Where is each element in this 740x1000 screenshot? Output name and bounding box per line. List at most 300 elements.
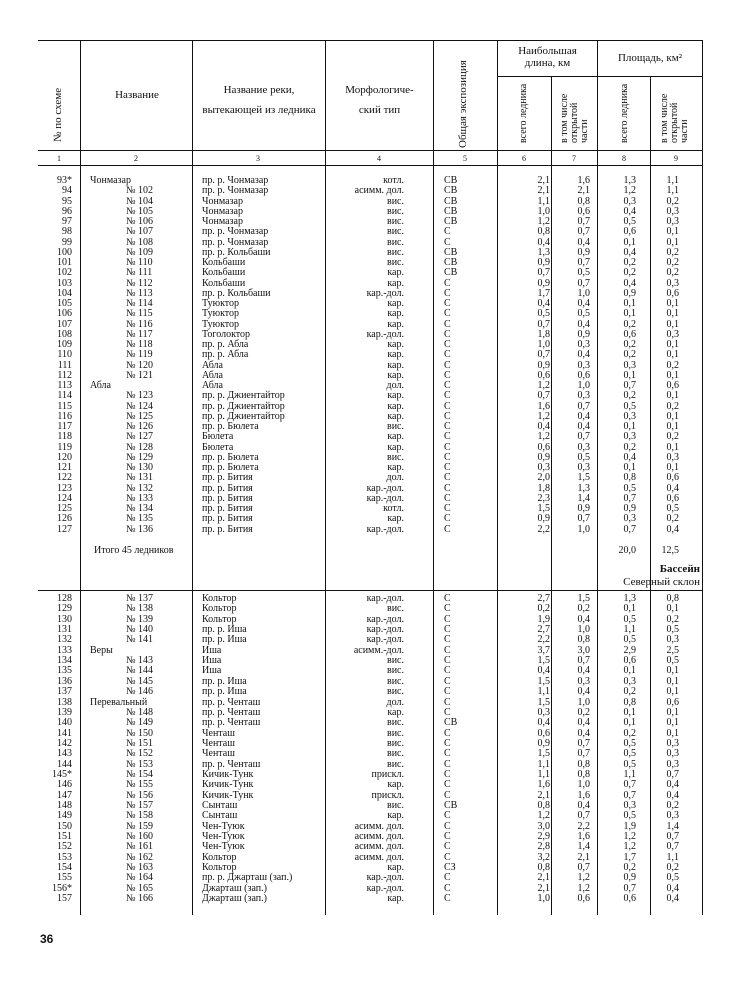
glacier-name: № 155 — [126, 779, 154, 791]
area-total: 0,9 — [623, 872, 636, 884]
length-open: 1,0 — [577, 624, 590, 636]
area-open: 0,1 — [666, 603, 679, 615]
table-row — [0, 604, 740, 614]
morph-type: вис. — [386, 216, 404, 227]
morph-type: вис. — [386, 800, 404, 811]
glacier-name: № 150 — [126, 727, 154, 739]
column-number-rule-top — [38, 150, 702, 151]
river-name: пр. р. Джиентайтор — [202, 390, 285, 402]
scheme-number: 131 — [57, 624, 72, 636]
scheme-number: 134 — [57, 655, 72, 667]
length-open: 2,1 — [577, 851, 590, 863]
glacier-name: № 112 — [126, 277, 153, 289]
exposure: С — [444, 613, 451, 625]
length-open: 1,0 — [577, 380, 590, 391]
header-area-total: всего ледника — [619, 83, 630, 143]
river-name: пр. р. Бития — [202, 492, 253, 504]
scheme-number: 121 — [57, 462, 72, 473]
area-open: 0,3 — [666, 277, 679, 289]
length-open: 1,0 — [577, 779, 590, 791]
scheme-number: 135 — [57, 665, 72, 677]
table-row — [0, 391, 740, 401]
header-name: Название — [115, 89, 159, 101]
length-total: 0,9 — [537, 277, 550, 289]
area-total: 0,7 — [623, 882, 636, 894]
scheme-number: 151 — [57, 831, 72, 843]
glacier-name: Веры — [90, 644, 113, 656]
river-name: Ченташ — [202, 727, 235, 739]
river-name: Абла — [202, 359, 223, 371]
morph-type: кар.-дол. — [366, 287, 404, 299]
length-total: 1,2 — [537, 431, 550, 443]
exposure: С — [444, 380, 451, 391]
morph-type: асимм. дол. — [354, 831, 404, 843]
river-name: пр. р. Ченташ — [202, 717, 261, 729]
river-name: пр. р. Джиентайтор — [202, 410, 285, 422]
morph-type: кар. — [387, 298, 404, 309]
exposure: С — [444, 789, 451, 801]
glacier-name: № 151 — [126, 737, 154, 749]
length-total: 0,8 — [537, 226, 550, 238]
morph-type: кар. — [387, 318, 404, 330]
glacier-name: № 102 — [126, 185, 154, 197]
scheme-number: 133 — [57, 644, 72, 656]
glacier-name: № 132 — [126, 482, 154, 494]
scheme-number: 119 — [57, 441, 72, 453]
total-area: 20,0 — [618, 545, 636, 556]
length-total: 2,1 — [537, 185, 550, 197]
exposure: С — [444, 624, 451, 636]
area-total: 0,1 — [623, 236, 636, 248]
area-total: 1,3 — [623, 175, 636, 186]
area-total: 0,1 — [623, 308, 636, 320]
glacier-name: № 121 — [126, 369, 154, 381]
length-open: 1,6 — [577, 831, 590, 843]
exposure: С — [444, 644, 451, 656]
exposure: С — [444, 349, 451, 361]
exposure: С — [444, 513, 451, 525]
glacier-name: № 108 — [126, 236, 154, 248]
glacier-name: № 148 — [126, 706, 154, 718]
glacier-name: № 127 — [126, 431, 154, 443]
glacier-name: № 165 — [126, 882, 154, 894]
scheme-number: 150 — [57, 820, 72, 832]
area-total: 1,9 — [623, 820, 636, 832]
area-open: 0,4 — [666, 789, 679, 801]
header-river-line-2: вытекающей из ледника — [202, 104, 316, 116]
river-name: пр. р. Джарташ (зап.) — [202, 872, 293, 884]
morph-type: кар. — [387, 349, 404, 361]
length-open: 0,7 — [577, 216, 590, 227]
length-open: 1,0 — [577, 287, 590, 299]
glacier-name: № 152 — [126, 748, 154, 760]
river-name: Кольтор — [202, 593, 237, 604]
glacier-name: № 138 — [126, 603, 154, 615]
scheme-number: 138 — [57, 696, 72, 708]
area-open: 0,1 — [666, 298, 679, 309]
area-total: 0,2 — [623, 349, 636, 361]
glacier-name: № 124 — [126, 400, 154, 412]
length-total: 0,6 — [537, 727, 550, 739]
length-total: 0,5 — [537, 308, 550, 320]
river-name: пр. р. Бития — [202, 503, 253, 514]
exposure: С — [444, 768, 451, 780]
glacier-name: № 153 — [126, 758, 154, 770]
column-number: 6 — [522, 154, 526, 163]
header-length-line-2: длина, км — [524, 57, 571, 69]
morph-type: кар. — [387, 308, 404, 320]
header-area-open-line-3: части — [679, 119, 690, 143]
length-open: 1,5 — [577, 472, 590, 484]
length-open: 0,4 — [577, 236, 590, 248]
length-total: 2,1 — [537, 789, 550, 801]
morph-type: кар.-дол. — [366, 872, 404, 884]
scheme-number: 143 — [57, 748, 72, 760]
river-name: Ченташ — [202, 737, 235, 749]
length-open: 2,2 — [577, 820, 590, 832]
exposure: С — [444, 400, 451, 412]
river-name: пр. р. Ченташ — [202, 696, 261, 708]
glacier-name: № 156 — [126, 789, 154, 801]
scheme-number: 136 — [57, 675, 72, 687]
length-open: 0,9 — [577, 246, 590, 258]
morph-type: вис. — [386, 748, 404, 760]
glacier-name: № 135 — [126, 513, 154, 525]
length-open: 1,0 — [577, 696, 590, 708]
area-total: 0,2 — [623, 441, 636, 453]
area-open: 0,1 — [666, 226, 679, 238]
morph-type: кар. — [387, 893, 404, 905]
exposure: С — [444, 421, 451, 432]
river-name: Туюктор — [202, 318, 240, 330]
morph-type: вис. — [386, 421, 404, 432]
river-name: Бюлета — [202, 431, 234, 443]
area-total: 0,5 — [623, 810, 636, 822]
area-total: 0,6 — [623, 893, 636, 905]
area-total: 0,3 — [623, 513, 636, 525]
morph-type: кар. — [387, 400, 404, 412]
header-area-open-line-1: в том числе — [659, 93, 670, 143]
table-row — [0, 718, 740, 728]
area-total: 0,6 — [623, 226, 636, 238]
area-total: 0,4 — [623, 246, 636, 258]
glacier-name: № 111 — [126, 267, 153, 279]
scheme-number: 93* — [57, 175, 72, 186]
header-length-line-1: Наибольшая — [518, 45, 577, 57]
length-total: 2,1 — [537, 175, 550, 186]
length-total: 0,7 — [537, 267, 550, 279]
morph-type: кар. — [387, 810, 404, 822]
exposure: С — [444, 277, 451, 289]
length-open: 0,3 — [577, 390, 590, 402]
exposure: СВ — [444, 717, 458, 729]
river-name: Кольтор — [202, 613, 237, 625]
river-name: Чонмазар — [202, 195, 243, 207]
exposure: С — [444, 696, 451, 708]
scheme-number: 124 — [57, 492, 72, 504]
table-row — [0, 525, 740, 535]
column-number: 7 — [572, 154, 576, 163]
area-open: 0,4 — [666, 893, 679, 905]
length-total: 1,6 — [537, 779, 550, 791]
length-total: 0,6 — [537, 441, 550, 453]
length-open: 0,8 — [577, 758, 590, 770]
glacier-name: № 133 — [126, 492, 154, 504]
area-total: 0,5 — [623, 748, 636, 760]
exposure: С — [444, 655, 451, 667]
area-total: 0,5 — [623, 737, 636, 749]
area-total: 0,4 — [623, 205, 636, 217]
scheme-number: 95 — [62, 195, 72, 207]
glacier-name: № 137 — [126, 593, 154, 604]
river-name: Сынташ — [202, 800, 238, 811]
glacier-name: № 143 — [126, 655, 154, 667]
length-open: 1,5 — [577, 593, 590, 604]
glacier-name: № 146 — [126, 686, 154, 698]
table-row — [0, 780, 740, 790]
scheme-number: 157 — [57, 893, 72, 905]
length-total: 1,1 — [537, 195, 550, 207]
area-open: 0,2 — [666, 195, 679, 207]
exposure: С — [444, 841, 451, 853]
area-open: 0,1 — [666, 675, 679, 687]
area-total: 0,2 — [623, 257, 636, 268]
area-total: 0,4 — [623, 451, 636, 463]
area-open: 0,7 — [666, 768, 679, 780]
exposure: СВ — [444, 246, 458, 258]
morph-type: кар.-дол. — [366, 328, 404, 340]
exposure: С — [444, 298, 451, 309]
exposure: СВ — [444, 216, 458, 227]
area-open: 0,2 — [666, 400, 679, 412]
length-open: 0,5 — [577, 308, 590, 320]
length-total: 0,3 — [537, 462, 550, 473]
header-river — [194, 80, 324, 120]
glacier-name: № 141 — [126, 634, 154, 646]
morph-type: кар. — [387, 441, 404, 453]
glacier-name: № 159 — [126, 820, 154, 832]
glacier-name: № 163 — [126, 862, 154, 874]
morph-type: вис. — [386, 246, 404, 258]
length-open: 0,2 — [577, 603, 590, 615]
glacier-name: Абла — [90, 380, 111, 391]
area-open: 0,3 — [666, 634, 679, 646]
table-row — [0, 432, 740, 442]
area-total: 0,7 — [623, 779, 636, 791]
total-area-open: 12,5 — [661, 545, 679, 556]
glacier-name: № 131 — [126, 472, 154, 484]
area-open: 0,7 — [666, 831, 679, 843]
area-open: 0,4 — [666, 882, 679, 894]
length-open: 0,5 — [577, 451, 590, 463]
length-total: 0,9 — [537, 359, 550, 371]
morph-type: кар. — [387, 267, 404, 279]
exposure: С — [444, 634, 451, 646]
length-open: 0,7 — [577, 513, 590, 525]
scheme-number: 156* — [52, 882, 72, 894]
area-open: 0,1 — [666, 706, 679, 718]
table-row — [0, 811, 740, 821]
exposure: С — [444, 431, 451, 443]
morph-type: дол. — [386, 696, 404, 708]
area-total: 0,2 — [623, 339, 636, 350]
scheme-number: 114 — [57, 390, 72, 402]
table-row — [0, 749, 740, 759]
river-name: Тоголоктор — [202, 328, 251, 340]
glacier-name: № 140 — [126, 624, 154, 636]
morph-type: асимм. дол. — [354, 820, 404, 832]
river-name: пр. р. Иша — [202, 634, 247, 646]
morph-type: кар. — [387, 431, 404, 443]
scheme-number: 127 — [57, 523, 72, 535]
length-open: 0,4 — [577, 318, 590, 330]
area-total: 0,3 — [623, 410, 636, 422]
length-open: 0,7 — [577, 655, 590, 667]
scheme-number: 110 — [57, 349, 72, 361]
area-open: 0,1 — [666, 369, 679, 381]
area-total: 0,2 — [623, 390, 636, 402]
area-total: 0,5 — [623, 482, 636, 494]
area-open: 0,1 — [666, 339, 679, 350]
area-total: 0,2 — [623, 862, 636, 874]
area-open: 0,1 — [666, 349, 679, 361]
river-name: Джарташ (зап.) — [202, 893, 267, 905]
scheme-number: 130 — [57, 613, 72, 625]
glacier-name: № 154 — [126, 768, 154, 780]
morph-type: вис. — [386, 226, 404, 238]
river-name: Кичик-Тунк — [202, 779, 254, 791]
scheme-number: 94 — [62, 185, 72, 197]
morph-type: кар.-дол. — [366, 613, 404, 625]
length-total: 2,9 — [537, 831, 550, 843]
area-open: 0,5 — [666, 503, 679, 514]
length-total: 1,2 — [537, 380, 550, 391]
scheme-number: 123 — [57, 482, 72, 494]
area-open: 0,2 — [666, 267, 679, 279]
morph-type: кар. — [387, 862, 404, 874]
header-morph-line-1: Морфологиче- — [345, 84, 414, 96]
area-open: 0,3 — [666, 758, 679, 770]
river-name: Чен-Туюк — [202, 831, 245, 843]
glacier-name: № 113 — [126, 287, 153, 299]
area-open: 0,3 — [666, 216, 679, 227]
length-total: 1,9 — [537, 613, 550, 625]
river-name: пр. р. Иша — [202, 624, 247, 636]
length-open: 1,6 — [577, 175, 590, 186]
length-total: 2,1 — [537, 882, 550, 894]
morph-type: асимм. дол. — [354, 851, 404, 863]
length-total: 2,0 — [537, 472, 550, 484]
area-total: 0,5 — [623, 216, 636, 227]
length-open: 0,5 — [577, 267, 590, 279]
glacier-name: № 116 — [126, 318, 153, 330]
area-open: 0,2 — [666, 246, 679, 258]
area-total: 0,3 — [623, 675, 636, 687]
length-total: 2,2 — [537, 523, 550, 535]
scheme-number: 112 — [57, 369, 72, 381]
morph-type: кар. — [387, 706, 404, 718]
exposure: С — [444, 665, 451, 677]
exposure: С — [444, 308, 451, 320]
length-total: 0,4 — [537, 421, 550, 432]
area-open: 0,1 — [666, 421, 679, 432]
morph-type: кар. — [387, 369, 404, 381]
morph-type: кар.-дол. — [366, 882, 404, 894]
area-open: 0,4 — [666, 523, 679, 535]
area-open: 0,6 — [666, 696, 679, 708]
column-number: 1 — [57, 154, 61, 163]
length-open: 0,4 — [577, 686, 590, 698]
header-exposure: Общая экспозиция — [457, 60, 469, 148]
length-open: 0,7 — [577, 862, 590, 874]
length-open: 1,4 — [577, 492, 590, 504]
area-open: 1,1 — [666, 185, 679, 197]
river-name: Абла — [202, 380, 223, 391]
scheme-number: 147 — [57, 789, 72, 801]
length-total: 0,8 — [537, 800, 550, 811]
length-total: 0,9 — [537, 257, 550, 268]
area-open: 0,2 — [666, 513, 679, 525]
length-open: 0,4 — [577, 613, 590, 625]
river-name: пр. р. Чонмазар — [202, 185, 269, 197]
exposure: С — [444, 706, 451, 718]
exposure: С — [444, 287, 451, 299]
table-row — [0, 227, 740, 237]
length-open: 1,2 — [577, 872, 590, 884]
length-open: 0,4 — [577, 298, 590, 309]
length-total: 1,8 — [537, 482, 550, 494]
exposure: СЗ — [444, 862, 456, 874]
length-open: 0,7 — [577, 748, 590, 760]
exposure: С — [444, 339, 451, 350]
exposure: СВ — [444, 205, 458, 217]
river-name: пр. р. Ченташ — [202, 758, 261, 770]
glacier-name: № 109 — [126, 246, 154, 258]
morph-type: кар.-дол. — [366, 624, 404, 636]
area-total: 0,1 — [623, 421, 636, 432]
river-name: Чонмазар — [202, 216, 243, 227]
area-open: 0,5 — [666, 872, 679, 884]
length-total: 1,0 — [537, 205, 550, 217]
length-total: 3,2 — [537, 851, 550, 863]
length-total: 1,5 — [537, 748, 550, 760]
river-name: Иша — [202, 655, 222, 667]
exposure: С — [444, 503, 451, 514]
river-name: пр. р. Чонмазар — [202, 226, 269, 238]
area-total: 0,5 — [623, 634, 636, 646]
river-name: пр. р. Кольбаши — [202, 246, 271, 258]
area-total: 0,5 — [623, 613, 636, 625]
morph-type: вис. — [386, 195, 404, 207]
scheme-number: 99 — [62, 236, 72, 248]
length-open: 0,6 — [577, 205, 590, 217]
area-total: 0,1 — [623, 369, 636, 381]
area-total: 0,8 — [623, 696, 636, 708]
area-open: 0,3 — [666, 328, 679, 340]
area-open: 0,4 — [666, 779, 679, 791]
river-name: пр. р. Бюлета — [202, 451, 259, 463]
morph-type: вис. — [386, 655, 404, 667]
area-total: 1,1 — [623, 624, 636, 636]
glacier-name: № 110 — [126, 257, 153, 268]
glacier-name: Перевальный — [90, 696, 148, 708]
morph-type: асимм. дол. — [354, 185, 404, 197]
header-length-open-line-2: открытой — [569, 102, 580, 143]
table-row — [0, 186, 740, 196]
area-open: 0,5 — [666, 624, 679, 636]
river-name: пр. р. Бития — [202, 482, 253, 494]
length-total: 0,4 — [537, 717, 550, 729]
